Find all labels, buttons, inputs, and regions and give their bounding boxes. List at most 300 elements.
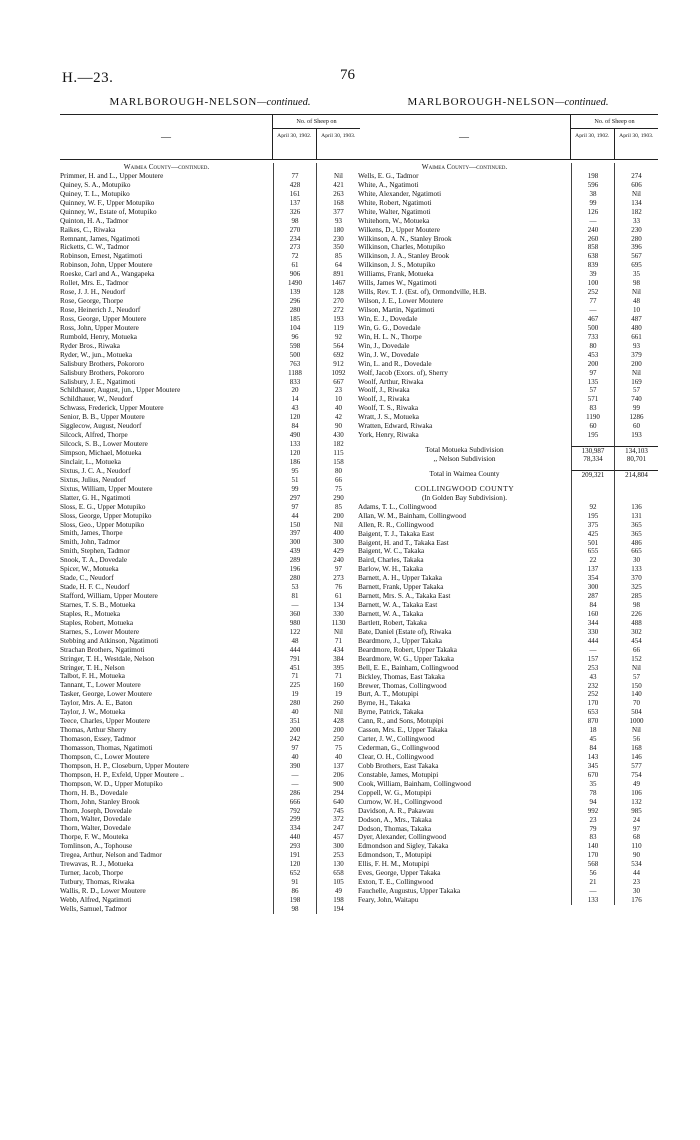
sheep-1902: 137 [273, 199, 316, 208]
sheep-1903: 206 [316, 771, 360, 780]
sheep-1903: 30 [614, 887, 658, 896]
owner-name: Baigent, H. and T., Takaka East [358, 538, 449, 547]
sheep-1903: 98 [614, 601, 658, 610]
table-row [60, 199, 360, 208]
table-row [60, 360, 360, 369]
table-row [60, 440, 360, 449]
owner-name: Eves, George, Upper Takaka [358, 869, 441, 878]
sheep-1902: 326 [273, 208, 316, 217]
sheep-1902: 97 [273, 503, 316, 512]
sheep-1903: 640 [316, 798, 360, 807]
year-1902-header: April 30, 1902. [273, 129, 317, 159]
sheep-1902: 354 [571, 574, 614, 583]
sheep-1902: 96 [273, 333, 316, 342]
sheep-1902: 425 [571, 530, 614, 539]
sheep-1903: 49 [316, 887, 360, 896]
year-1903-header: April 30, 1903. [619, 133, 654, 139]
sheep-1903: 168 [316, 199, 360, 208]
owner-name: Thomas, Arthur Sherry [60, 726, 127, 735]
sheep-1902: 397 [273, 529, 316, 538]
sheep-1902: 40 [273, 708, 316, 717]
sheep-1903: 1286 [614, 413, 658, 422]
sheep-1903: 247 [316, 824, 360, 833]
table-row [60, 583, 360, 592]
owner-name: Rose, Heinerich J., Neudorf [60, 306, 141, 314]
left-table [60, 96, 360, 914]
sheep-1903: Nil [316, 521, 360, 530]
owner-name: Turner, Jacob, Thorpe [60, 869, 124, 878]
table-row [358, 744, 658, 753]
owner-name: Slatter, G. H., Ngatimoti [60, 493, 131, 502]
sheep-1902: 300 [273, 538, 316, 547]
sheep-1902: 839 [571, 261, 614, 270]
owner-name: Ross, George, Upper Moutere [60, 314, 147, 323]
table-row [358, 199, 658, 208]
table-row [60, 243, 360, 252]
table-row [358, 574, 658, 583]
sheep-1903: 695 [614, 261, 658, 270]
owner-name: Barnett, W. A., Takaka East [358, 601, 438, 610]
owner-name: Fauchelle, Augustus, Upper Takaka [358, 887, 461, 896]
sheep-1902: 451 [273, 664, 316, 673]
table-row [60, 824, 360, 833]
owner-name: Cobb Brothers, East Takaka [358, 761, 439, 770]
table-row [60, 181, 360, 190]
sheep-1903: 66 [316, 476, 360, 485]
sheep-1903: 330 [316, 610, 360, 619]
table-row [358, 628, 658, 637]
owner-name: White, A., Ngatimoti [358, 180, 419, 189]
sheep-1902: 122 [273, 628, 316, 637]
sheep-1902: 598 [273, 342, 316, 351]
table-row [60, 851, 360, 860]
owner-name: Robinson, Ernest, Ngatimoti [60, 252, 143, 261]
sheep-1902: 78 [571, 789, 614, 798]
table-row [358, 842, 658, 851]
sheep-1903: 226 [614, 610, 658, 619]
owner-name: Brewer, Thomas, Collingwood [358, 681, 447, 690]
sheep-1903: 430 [316, 431, 360, 440]
table-row [60, 333, 360, 342]
sheep-1902: 157 [571, 655, 614, 664]
table-row [60, 467, 360, 476]
owner-name: Snook, T. A., Dovedale [60, 556, 128, 565]
owner-name: Bartlett, Robert, Takaka [358, 618, 427, 627]
sheep-1902: 43 [571, 673, 614, 682]
owner-name: Cook, William, Bainham, Collingwood [358, 779, 471, 788]
sheep-1903: 230 [316, 235, 360, 244]
table-row [358, 243, 658, 252]
owner-name: Taylor, J. W., Motueka [60, 708, 126, 717]
owner-name: Beardmore, Robert, Upper Takaka [358, 645, 457, 654]
table-row [60, 565, 360, 574]
sheep-1903: 692 [316, 351, 360, 360]
owner-name: Senior, B. B., Upper Moutere [60, 413, 145, 422]
owner-name: Total in Waimea County [429, 469, 500, 478]
owner-name: Barlow, W. H., Takaka [358, 565, 423, 574]
owner-name: Wratt, J. S., Motueka [358, 413, 419, 422]
sheep-1902: 104 [273, 324, 316, 333]
name-column-header: — [358, 115, 571, 159]
table-row [358, 646, 658, 655]
owner-name: Sloss, E. G., Upper Motupiko [60, 502, 146, 511]
sheep-count-header: No. of Sheep on [273, 115, 360, 129]
owner-name: Quiney, S. A., Motupiko [60, 180, 131, 189]
table-row [60, 637, 360, 646]
owner-name: Stafford, William, Upper Moutere [60, 592, 158, 600]
owner-name: Talbot, F. H., Motueka [60, 672, 125, 681]
owner-name: Thorn, H. B., Dovedale [60, 788, 128, 797]
owner-name: Thompson, H. P., Exfeld, Upper Moutere .. [60, 770, 184, 779]
table-row [60, 172, 360, 181]
table-row [60, 226, 360, 235]
sheep-1902: 45 [571, 735, 614, 744]
owner-name: Sixtus, William, Upper Moutere [60, 484, 153, 493]
table-row [358, 261, 658, 270]
owner-name: Silcock, S. B., Lower Moutere [60, 440, 148, 449]
sheep-1902: 596 [571, 181, 614, 190]
sheep-1902: 763 [273, 360, 316, 369]
sheep-1902: 161 [273, 190, 316, 199]
owner-name: Woolf, T. S., Riwaka [358, 404, 419, 413]
table-row [60, 869, 360, 878]
table-row [60, 521, 360, 530]
owner-name: Woolf, J., Riwaka [358, 395, 410, 404]
owner-name: Exton, T. E., Collingwood [358, 878, 434, 887]
sheep-1902: 18 [571, 726, 614, 735]
sheep-1903: 900 [316, 780, 360, 789]
sheep-1902: 286 [273, 789, 316, 798]
owner-name: Thorn, Walter, Dovedale [60, 815, 131, 824]
table-row [60, 449, 360, 458]
sheep-1902: 120 [273, 413, 316, 422]
table-row [60, 512, 360, 521]
sheep-1902: 98 [273, 217, 316, 226]
sheep-1902: 293 [273, 842, 316, 851]
sheep-1903: 214,804 [614, 470, 658, 480]
sheep-1902: 870 [571, 717, 614, 726]
right-table [358, 96, 658, 905]
sheep-1903: 665 [614, 547, 658, 556]
owner-name: Wilkinson, J. A., Stanley Brook [358, 252, 450, 261]
owner-name: Beardmore, W. G., Upper Takaka [358, 654, 454, 663]
owner-name: Simpson, Michael, Motueka [60, 449, 142, 457]
sheep-1903: 230 [614, 226, 658, 235]
sheep-1902: 97 [273, 744, 316, 753]
table-row [60, 315, 360, 324]
table-row [60, 324, 360, 333]
sheep-1902: 297 [273, 494, 316, 503]
county-subdivision [358, 494, 658, 503]
sheep-1902: 84 [273, 422, 316, 431]
table-row [60, 261, 360, 270]
sheep-1903: Nil [614, 288, 658, 297]
table-row [60, 655, 360, 664]
owner-name: ,, Nelson Subdivision [433, 455, 496, 463]
sheep-1903: 534 [614, 860, 658, 869]
sheep-1903: 280 [614, 235, 658, 244]
sheep-1903: 10 [316, 395, 360, 404]
table-row [60, 592, 360, 601]
sheep-1903: 253 [316, 851, 360, 860]
owner-name: Schildhauer, W., Neudorf [60, 395, 133, 404]
sheep-1902: 280 [273, 574, 316, 583]
sheep-1903: 250 [316, 735, 360, 744]
sheep-1903: 377 [316, 208, 360, 217]
sheep-1903: 75 [316, 744, 360, 753]
owner-name: Rose, J. J. H., Neudorf [60, 288, 126, 297]
sheep-1903: 396 [614, 243, 658, 252]
table-row [358, 789, 658, 798]
table-row [60, 690, 360, 699]
sheep-1902: 140 [571, 842, 614, 851]
sheep-1902: 234 [273, 235, 316, 244]
sheep-1903: 132 [614, 798, 658, 807]
sheep-1903: 421 [316, 181, 360, 190]
sheep-1902: 444 [273, 646, 316, 655]
table-row [60, 610, 360, 619]
sheep-1903: 754 [614, 771, 658, 780]
sheep-1903: 106 [614, 789, 658, 798]
sheep-1903: 434 [316, 646, 360, 655]
table-row [358, 851, 658, 860]
sheep-1903: 198 [316, 896, 360, 905]
owner-name: Schildhauer, August, jun., Upper Moutere [60, 386, 181, 395]
table-row [60, 798, 360, 807]
sheep-1903: 169 [614, 378, 658, 387]
section-title: MARLBOROUGH-NELSON—continued. [407, 96, 609, 108]
owner-name: Cann, R., and Sons, Motupipi [358, 717, 444, 726]
sheep-1902: 490 [273, 431, 316, 440]
owner-name: Dodson, A., Mrs., Takaka [358, 815, 432, 824]
sheep-1903: 33 [614, 217, 658, 226]
table-row [358, 270, 658, 279]
sheep-1902: 94 [571, 798, 614, 807]
owner-name: Woolf, Arthur, Riwaka [358, 377, 424, 386]
sheep-1903: 1000 [614, 717, 658, 726]
owner-name: Clear, O. H., Collingwood [358, 753, 434, 761]
sheep-1902: 83 [571, 404, 614, 413]
owner-name: Wilkens, D., Upper Moutere [358, 225, 440, 234]
table-row [60, 744, 360, 753]
sheep-1903: 400 [316, 529, 360, 538]
owner-name: Staples, Robert, Motueka [60, 618, 134, 627]
owner-name: White, Walter, Ngatimoti [358, 207, 431, 216]
owner-name: Wilkinson, Charles, Motupiko [358, 243, 446, 252]
owner-name: Roeske, Carl and A., Wangapeka [60, 270, 155, 279]
sheep-1903: 194 [316, 905, 360, 914]
sheep-1902: 100 [571, 279, 614, 288]
table-row [60, 815, 360, 824]
table-row [60, 270, 360, 279]
sheep-1902: 344 [571, 619, 614, 628]
table-row [358, 512, 658, 521]
owner-name: White, Alexander, Ngatimoti [358, 189, 442, 198]
table-row [60, 735, 360, 744]
table-row [60, 288, 360, 297]
sheep-1902: 209,321 [571, 470, 614, 480]
owner-name: Ryder, W., jun., Motueka [60, 350, 133, 359]
owner-name: Win, H. L. N., Thorpe [358, 332, 422, 341]
page-ref: H.—23. [62, 70, 114, 86]
sheep-1902: 99 [273, 485, 316, 494]
sheep-1903: 372 [316, 815, 360, 824]
sheep-1902: 653 [571, 708, 614, 717]
sheep-1903: 365 [614, 521, 658, 530]
table-row [358, 655, 658, 664]
sheep-1903: 488 [614, 619, 658, 628]
sheep-1903: 658 [316, 869, 360, 878]
subtotal-row [358, 446, 658, 455]
table-row [358, 288, 658, 297]
table-row [358, 404, 658, 413]
owner-name: Allen, R. R., Collingwood [358, 520, 434, 529]
sheep-1902: 78,334 [571, 455, 614, 464]
owner-name: Sinclair, L., Motueka [60, 457, 121, 466]
sheep-1902: 195 [571, 512, 614, 521]
sheep-1903: 193 [614, 431, 658, 440]
table-row [358, 717, 658, 726]
sheep-1903: 176 [614, 896, 658, 905]
owner-name: Silcock, Alfred, Thorpe [60, 431, 128, 440]
sheep-1903: Nil [614, 726, 658, 735]
year-1903-header: April 30, 1903. [321, 133, 356, 139]
left-rows [60, 163, 360, 914]
sheep-1902: 56 [571, 869, 614, 878]
owner-name: Thorn, Joseph, Dovedale [60, 806, 132, 815]
sheep-1903: 130 [316, 860, 360, 869]
owner-name: Bickley, Thomas, East Takaka [358, 672, 445, 681]
table-row [60, 771, 360, 780]
owner-name: Curnow, W. H., Collingwood [358, 797, 442, 806]
sheep-1903: 19 [316, 690, 360, 699]
county-heading [358, 485, 658, 494]
owner-name: Rumbold, Henry, Motueka [60, 332, 137, 341]
sheep-1903: 487 [614, 315, 658, 324]
sheep-1902: 792 [273, 807, 316, 816]
sheep-1903: 119 [316, 324, 360, 333]
sheep-1902: 43 [273, 404, 316, 413]
table-row [60, 208, 360, 217]
table-row [60, 699, 360, 708]
table-row [60, 833, 360, 842]
table-row [358, 181, 658, 190]
owner-name: Constable, James, Motupipi [358, 770, 439, 779]
table-row [60, 404, 360, 413]
owner-name: Thompson, H. P., Closeburn, Upper Moutere [60, 761, 189, 770]
column-header [358, 114, 658, 160]
table-row [358, 762, 658, 771]
sheep-1903: 370 [614, 574, 658, 583]
sheep-1903: 133 [614, 565, 658, 574]
sheep-1902: 273 [273, 243, 316, 252]
table-row [60, 601, 360, 610]
sheep-1902: 91 [273, 878, 316, 887]
sheep-1903: 80 [316, 467, 360, 476]
owner-name: Edmondson and Sigley, Takaka [358, 842, 449, 851]
sheep-1902: 232 [571, 682, 614, 691]
sheep-1902: 133 [273, 440, 316, 449]
sheep-1902: 150 [273, 521, 316, 530]
owner-name: Cederman, G., Collingwood [358, 744, 440, 753]
sheep-1902: 57 [571, 386, 614, 395]
table-row [358, 816, 658, 825]
sheep-1903: 260 [316, 699, 360, 708]
owner-name: Thomason, Essey, Tadmor [60, 735, 136, 743]
table-row [60, 422, 360, 431]
table-row [358, 601, 658, 610]
owner-name: Bell, E. E., Bainham, Collingwood [358, 663, 459, 672]
owner-name: Williams, Frank, Motueka [358, 270, 434, 279]
sheep-1902: 345 [571, 762, 614, 771]
sheep-1902: 186 [273, 458, 316, 467]
sheep-1903: 428 [316, 717, 360, 726]
sheep-1902: 439 [273, 547, 316, 556]
table-row [358, 878, 658, 887]
table-row [60, 780, 360, 789]
owner-name: Ellis, F. H. M., Motupipi [358, 860, 430, 869]
owner-name: Sloss, George, Upper Motupiko [60, 511, 152, 520]
sheep-1902: 791 [273, 655, 316, 664]
table-row [358, 252, 658, 261]
sheep-1902: 61 [273, 261, 316, 270]
sheep-1903: 200 [316, 726, 360, 735]
sheep-1903: 134,103 [614, 446, 658, 456]
owner-name: Wilson, J. E., Lower Moutere [358, 297, 444, 306]
sheep-1902: 19 [273, 690, 316, 699]
sheep-1902: 137 [571, 565, 614, 574]
sheep-1902: 84 [571, 601, 614, 610]
table-row [60, 413, 360, 422]
owner-name: Win, G. G., Dovedale [358, 323, 421, 332]
sheep-1902: 72 [273, 252, 316, 261]
table-row [60, 217, 360, 226]
table-row [60, 762, 360, 771]
sheep-1903: 270 [316, 297, 360, 306]
owner-name: Bate, Daniel (Estate of), Riwaka [358, 627, 452, 636]
table-row [358, 386, 658, 395]
county-subdivision-text: (In Golden Bay Subdivision). [421, 493, 508, 502]
sheep-1903: Nil [614, 369, 658, 378]
owner-name: Primmer, H. and L., Upper Moutere [60, 171, 164, 180]
owner-name: Rollet, Mrs. E., Tadmor [60, 279, 129, 288]
owner-name: Wilkinson, A. N., Stanley Brook [358, 234, 452, 243]
sheep-1903: 1467 [316, 279, 360, 288]
sheep-1903: 90 [316, 422, 360, 431]
owner-name: Baigent, W. C., Takaka [358, 547, 425, 556]
sheep-1903: 567 [614, 252, 658, 261]
sheep-1903: 274 [614, 172, 658, 181]
sheep-1902: 242 [273, 735, 316, 744]
sheep-1903: 294 [316, 789, 360, 798]
table-row [358, 315, 658, 324]
sheep-1903: 891 [316, 270, 360, 279]
sheep-1903: 93 [316, 217, 360, 226]
sheep-1903: Nil [316, 708, 360, 717]
sheep-1902: 568 [571, 860, 614, 869]
sheep-1903: 136 [614, 503, 658, 512]
name-column-header: — [60, 115, 273, 159]
sheep-1902: 453 [571, 351, 614, 360]
owner-name: Wilson, Martin, Ngatimoti [358, 306, 435, 314]
sheep-1903: 158 [316, 458, 360, 467]
sheep-1902: 1490 [273, 279, 316, 288]
sheep-1902: 467 [571, 315, 614, 324]
sheep-1903: 486 [614, 539, 658, 548]
sheep-1903: 92 [316, 333, 360, 342]
sheep-1902: 83 [571, 833, 614, 842]
table-row [358, 637, 658, 646]
